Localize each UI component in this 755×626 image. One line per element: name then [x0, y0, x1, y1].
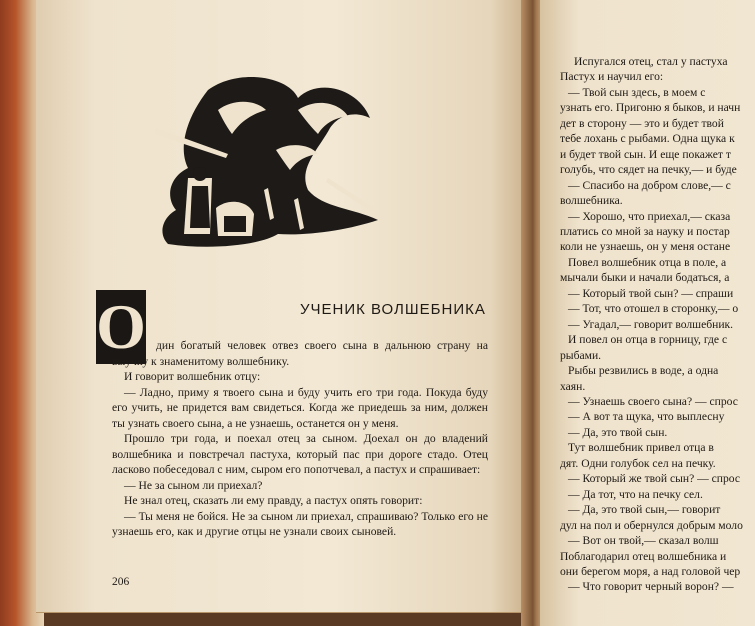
- text-line: коли не узнаешь, он у меня остане: [560, 240, 731, 254]
- text-line: Рыбы резвились в воде, а одна: [568, 364, 719, 378]
- story-title: УЧЕНИК ВОЛШЕБНИКА: [300, 301, 486, 318]
- text-line: — Хорошо, что приехал,— сказа: [568, 209, 731, 223]
- paragraph: — Ты меня не бойся. Не за сыном ли приехал, спрашиваю? Только его не узнаешь его, как и другие отцы не узнали своих сыновей.: [112, 509, 488, 538]
- text-line: и будет твой сын. И еще покажет т: [560, 147, 731, 161]
- text-line: — Угадал,— говорит волшебник.: [568, 317, 734, 331]
- text-line: дет в сторону — это и будет твой: [560, 116, 724, 130]
- text-line: узнать его. Пригоню я быков, и начн: [560, 101, 741, 115]
- text-line: Тут волшебник привел отца в: [568, 441, 714, 455]
- text-line: — Да, это твой сын,— говорит: [568, 503, 721, 517]
- page-number: 206: [112, 576, 130, 588]
- text-line: — Узнаешь своего сына? — спрос: [568, 394, 738, 408]
- paragraph: — Не за сыном ли приехал?: [124, 478, 263, 492]
- text-line: волшебника.: [560, 194, 623, 208]
- paragraph: И говорит волшебник отцу:: [124, 370, 261, 383]
- text-line: дят. Одни голубок сел на печку.: [560, 456, 716, 470]
- text-line: — Да тот, что на печку сел.: [568, 487, 703, 501]
- text-line: — Тот, что отошел в сторонку,— о: [568, 302, 739, 316]
- text-line: хаян.: [560, 379, 586, 393]
- text-line: — Который твой сын? — спраши: [568, 286, 734, 300]
- text-line: И повел он отца в горницу, где с: [568, 333, 728, 347]
- text-line: платись со мной за науку и постар: [560, 224, 730, 238]
- text-line: — Спасибо на добром слове,— с: [568, 178, 731, 192]
- text-line: Пастух и научил его:: [560, 70, 664, 84]
- paragraph: дин богатый человек отвез своего сына в дальнюю страну на выучку к знаменитому волшебнику.: [112, 339, 488, 368]
- text-line: — Который же твой сын? — спрос: [568, 472, 741, 486]
- woodcut-illustration: [148, 58, 388, 254]
- text-line: голубь, что сядет на печку,— и буде: [560, 163, 737, 177]
- text-line: — А вот та щука, что выплесну: [568, 410, 725, 424]
- paragraph: — Ладно, приму я твоего сына и буду учить его три года. Покуда буду его учить, не придется вам свидеться. Когда же приедешь за ним, должен ты узнать своего сына, а не узнаешь, останется он у меня.: [112, 385, 488, 430]
- text-line: они берегом моря, а над головой чер: [560, 564, 741, 578]
- right-page-text: [560, 54, 755, 595]
- paragraph: Прошло три года, и поехал отец за сыном. Доехал он до владений волшебника и повстречал пастуха, который пас при дороге стадо. Отец ласково побеседовал с ним, сыром его попотчевал, а пастух и спрашивает:: [112, 432, 488, 476]
- paragraph: Не знал отец, сказать ли ему правду, а пастух опять говорит:: [124, 494, 423, 507]
- text-line: — Вот он твой,— сказал волш: [568, 534, 719, 548]
- drop-cap: О: [96, 291, 146, 362]
- text-line: — Что говорит черный ворон? —: [568, 580, 734, 594]
- text-line: рыбами.: [560, 348, 602, 362]
- text-line: Испугался отец, стал у пастуха: [574, 55, 728, 68]
- left-page-text: [112, 338, 488, 540]
- text-line: дул на пол и обернулся добрым моло: [560, 518, 743, 532]
- text-line: мычали быки и начали бодаться, а: [560, 271, 730, 285]
- text-line: — Твой сын здесь, в моем с: [568, 85, 706, 99]
- text-line: Повел волшебник отца в поле, а: [568, 255, 727, 269]
- text-line: Поблагодарил отец волшебника и: [560, 549, 727, 563]
- text-line: — Да, это твой сын.: [568, 425, 668, 439]
- text-line: тебе лохань с рыбами. Одна щука к: [560, 132, 735, 146]
